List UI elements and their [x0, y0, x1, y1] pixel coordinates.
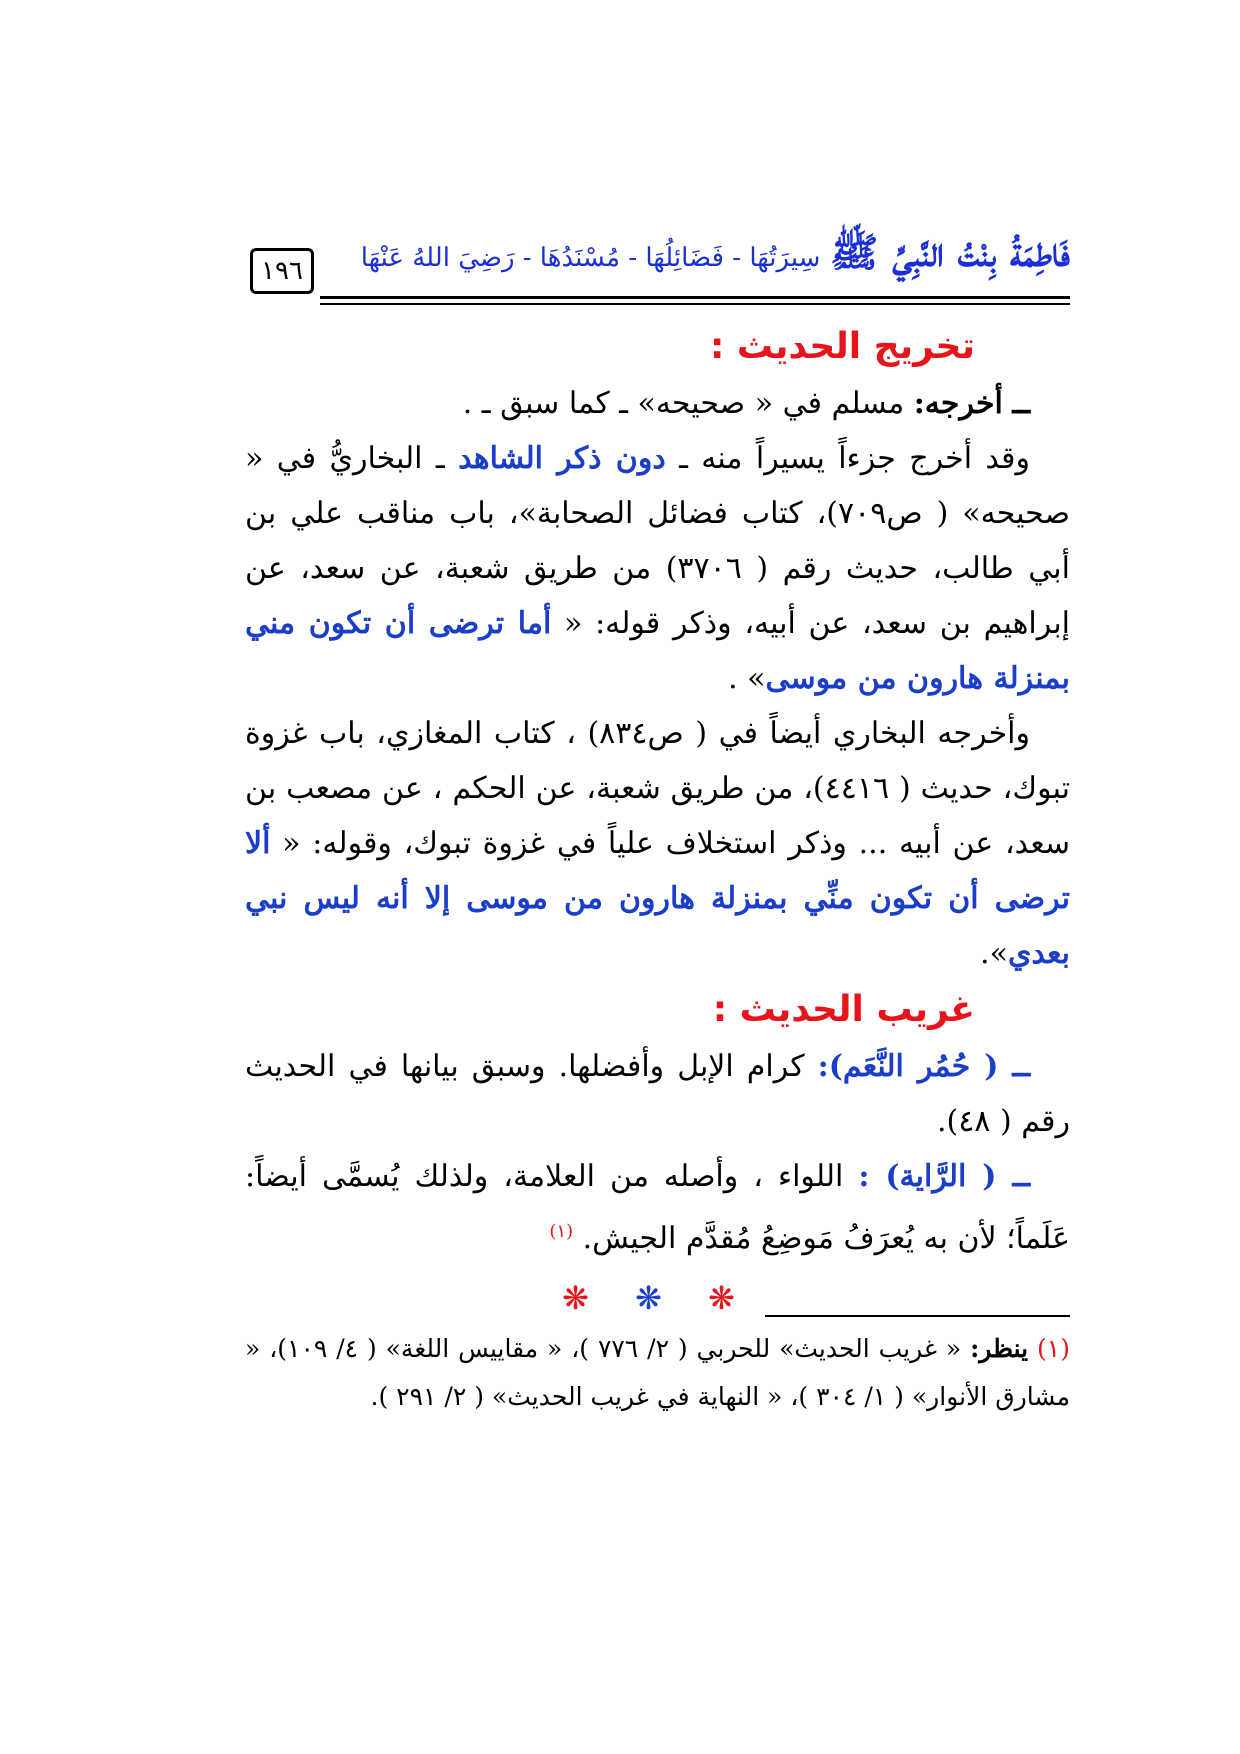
page-number: ١٩٦: [250, 248, 314, 294]
dash: ــ: [1012, 1159, 1031, 1194]
paragraph-text: » .: [728, 661, 766, 696]
header-rule-top: [320, 296, 1070, 299]
footnote-text: « غريب الحديث» للحربي ( ٢/ ٧٧٦ )، « مقاييس اللغة» ( ٤/ ١٠٩)، « مشارق الأنوار» ( ١/ ٣٠٤ )، « النهاية في غريب الحديث» ( ٢/ ٢٩١ ).: [245, 1334, 1070, 1411]
term: ( الرَّاية) :: [858, 1159, 1013, 1194]
section-divider-stars: [245, 1266, 1070, 1330]
page-header: [250, 200, 1070, 300]
main-content: [245, 318, 1070, 1330]
footnote-rule: [765, 1315, 1070, 1317]
footnote-mark: (١): [1037, 1334, 1070, 1363]
paragraph-text: وقد أخرج جزءاً يسيراً منه ـ: [665, 441, 1030, 476]
footnote: [245, 1325, 1070, 1421]
lead-word: أخرجه:: [913, 386, 1003, 421]
star-icon: ❋: [635, 1279, 680, 1317]
dash: ــ: [1012, 386, 1030, 421]
heading-gharib: غريب الحديث :: [712, 989, 975, 1030]
star-icon: ❋: [708, 1279, 753, 1317]
paragraph-text: ».: [980, 936, 1008, 971]
paragraph-text: مسلم في « صحيحه» ـ كما سبق ـ .: [462, 386, 914, 421]
hadith-quote: ألا ترضى أن تكون منِّي بمنزلة هارون من موسى إلا أنه ليس نبي بعدي: [245, 826, 1070, 971]
highlight-text: دون ذكر الشاهد: [458, 441, 666, 476]
term: ( حُمُر النَّعَم):: [817, 1049, 1013, 1084]
book-title-subtitle: سِيرَتُهَا - فَضَائِلُهَا - مُسْنَدُهَا - رَضِيَ اللهُ عَنْهَا: [360, 243, 821, 273]
footnote-lead: ينظر:: [970, 1334, 1029, 1363]
book-title: [350, 228, 1070, 288]
star-icon: ❋: [562, 1279, 607, 1317]
footnote-reference[interactable]: (١): [549, 1221, 574, 1242]
paragraph-takhrij-2: [245, 431, 1070, 706]
dash: ــ: [1012, 1049, 1030, 1084]
paragraph-gharib-2: [245, 1149, 1070, 1266]
paragraph-text: وأخرجه البخاري أيضاً في ( ص٨٣٤) ، كتاب المغازي، باب غزوة تبوك، حديث ( ٤٤١٦)، من طريق شعبة، عن الحكم ، عن مصعب بن سعد، عن أبيه ... وذكر استخلاف علياً في غزوة تبوك، وقوله: «: [245, 716, 1070, 861]
paragraph-takhrij-1: [245, 376, 1070, 431]
paragraph-text: اللواء ، وأصله من العلامة، ولذلك يُسمَّى أيضاً: عَلَماً؛ لأن به يُعرَفُ مَوضِعُ مُقدَّم الجيش.: [245, 1159, 1070, 1256]
book-title-main: فَاطِمَةُ بِنْتُ النَّبِيِّ ﷺ: [830, 229, 1070, 276]
paragraph-text: ـ البخاريُّ في « صحيحه» ( ص٧٠٩)، كتاب فضائل الصحابة»، باب مناقب علي بن أبي طالب، حديث رقم ( ٣٧٠٦) من طريق شعبة، عن سعد، عن إبراهيم بن سعد، عن أبيه، وذكر قوله: «: [245, 441, 1070, 641]
heading-takhrij: تخريج الحديث :: [709, 326, 975, 367]
header-rule-bottom: [320, 303, 1070, 305]
hadith-quote: أما ترضى أن تكون مني بمنزلة هارون من موسى: [245, 606, 1070, 696]
paragraph-takhrij-3: [245, 706, 1070, 981]
paragraph-text: كرام الإبل وأفضلها. وسبق بيانها في الحديث رقم ( ٤٨).: [245, 1049, 1070, 1139]
paragraph-gharib-1: [245, 1039, 1070, 1149]
